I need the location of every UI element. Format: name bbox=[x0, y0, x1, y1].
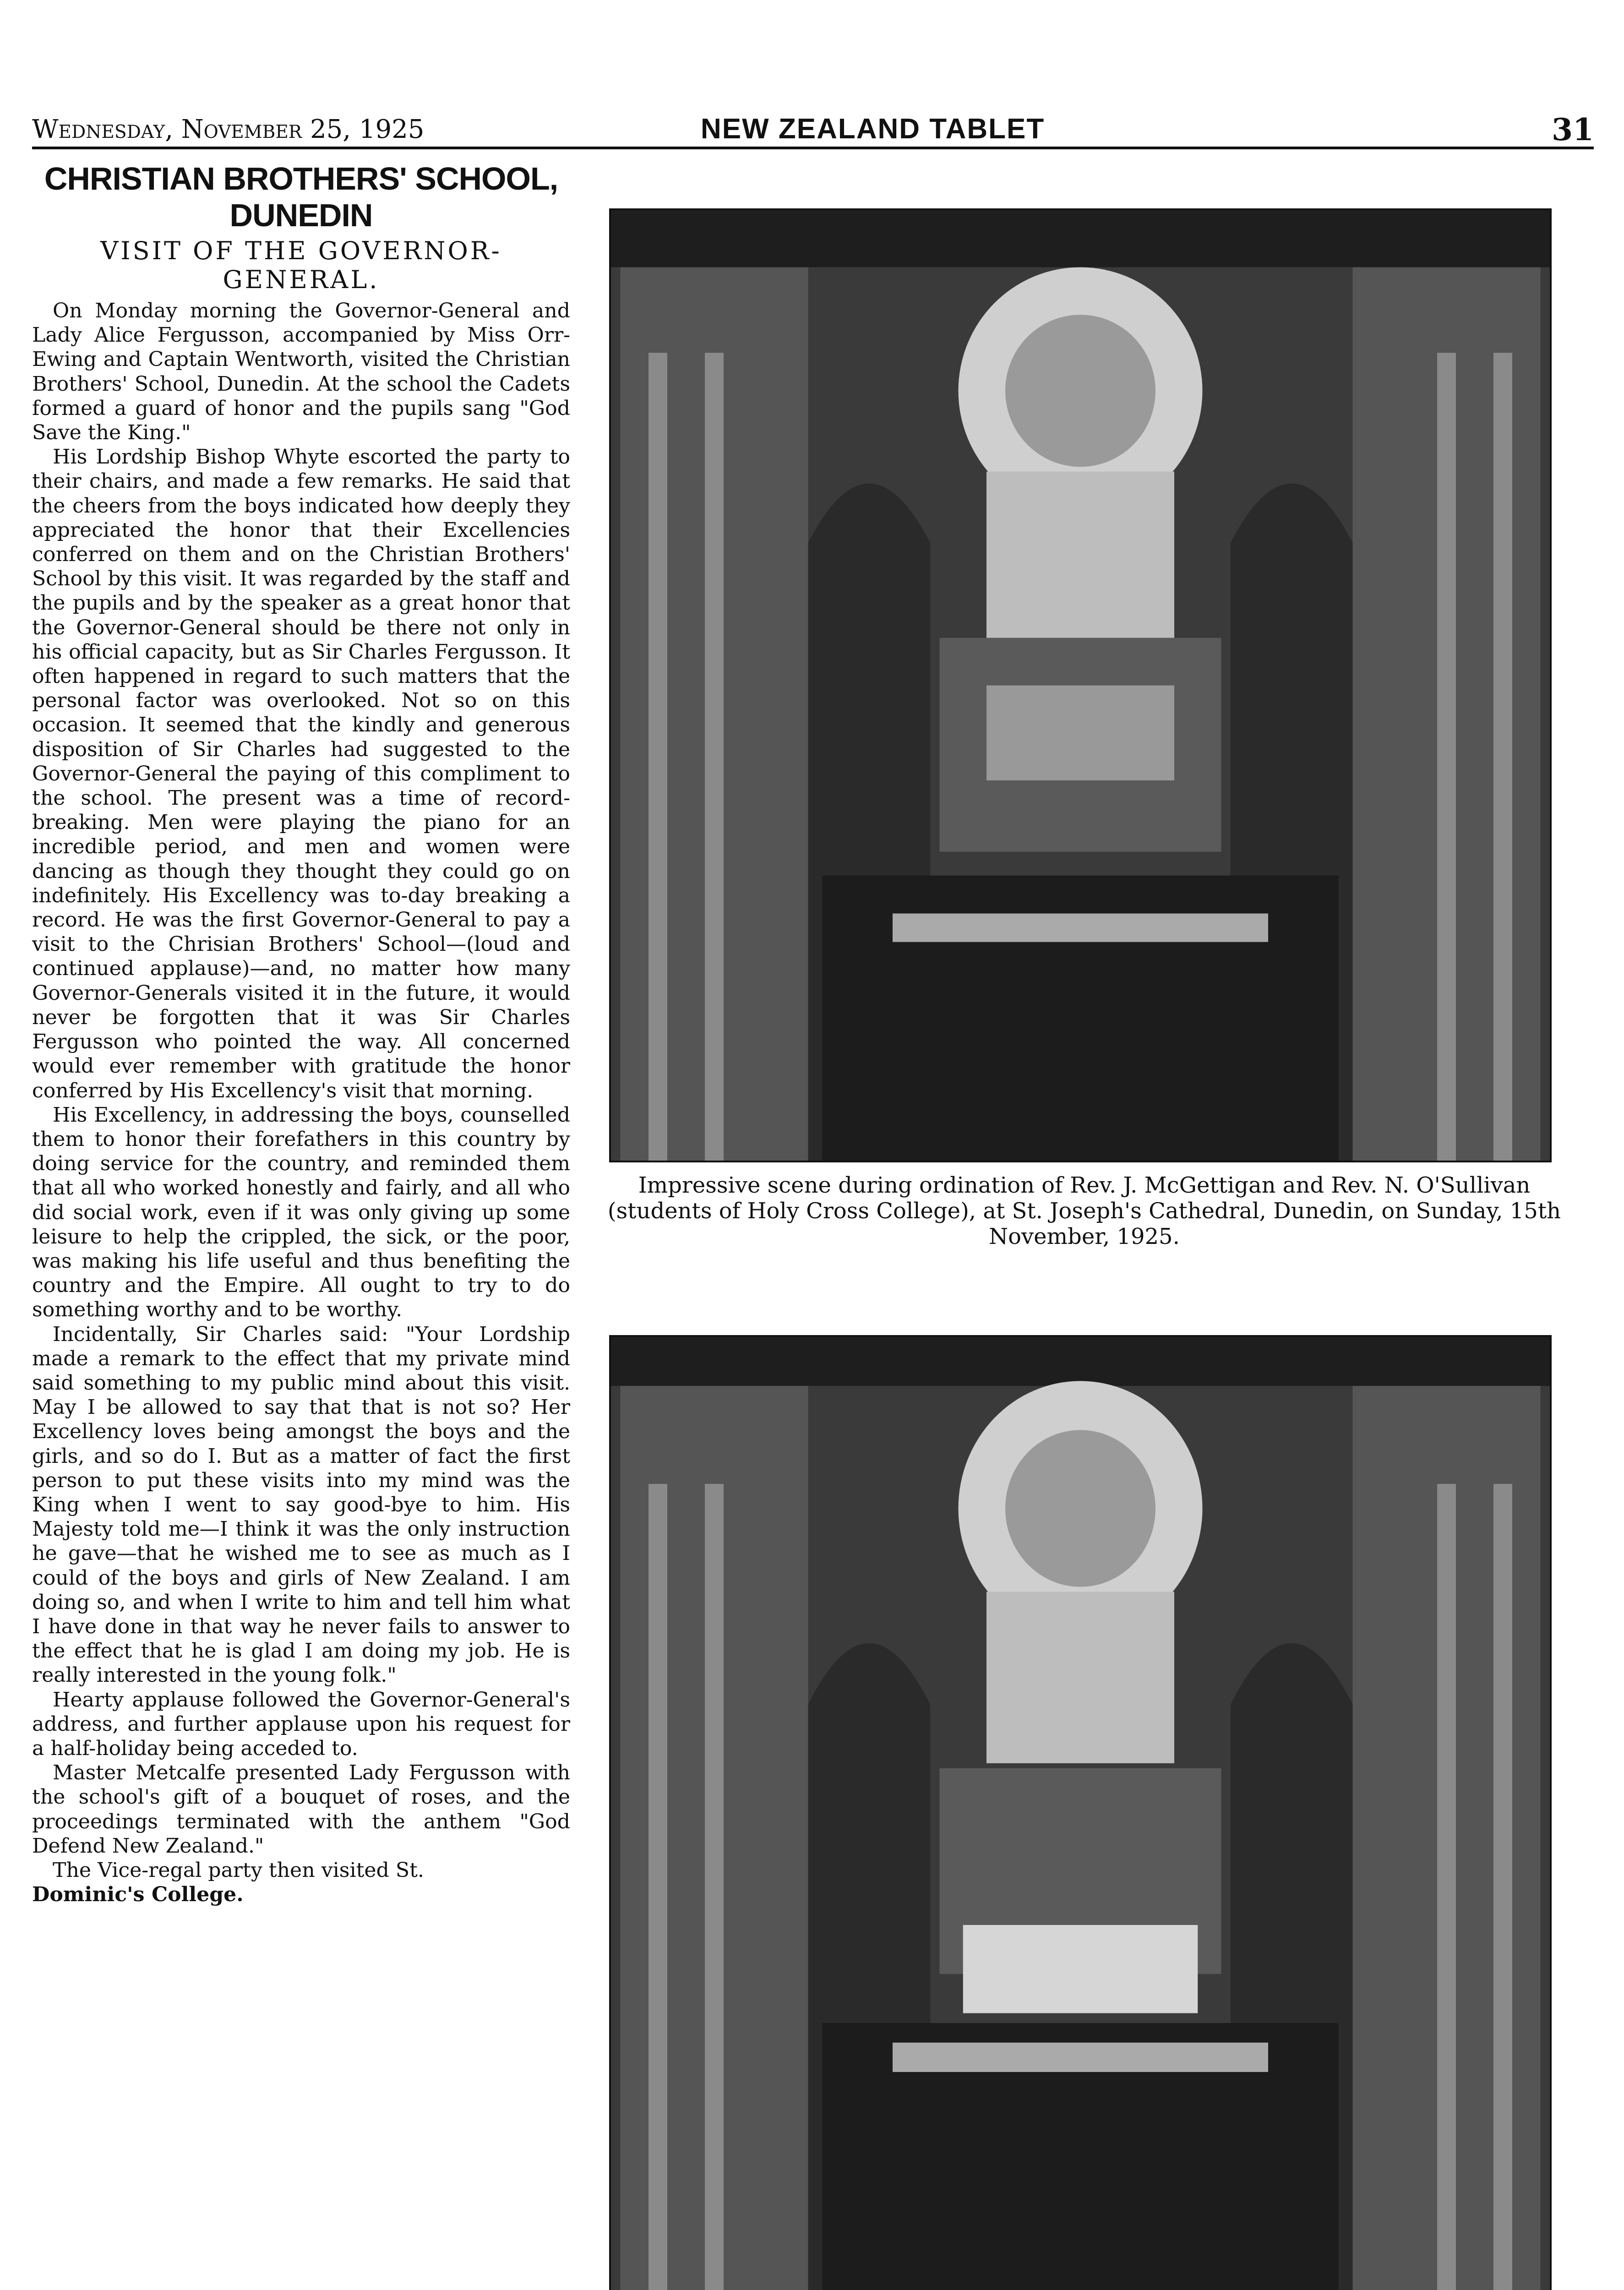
article-paragraph: Master Metcalfe presented Lady Fergusson with the school's gift of a bouquet of roses, and the proceedings terminated with the anthem "God Defend New Zealand." bbox=[32, 1761, 570, 1858]
article-column bbox=[32, 160, 570, 1907]
publication-title: NEW ZEALAND TABLET bbox=[701, 113, 1045, 145]
article-body bbox=[32, 299, 570, 1907]
article-paragraph: His Lordship Bishop Whyte escorted the party to their chairs, and made a few remarks. He said that the cheers from the boys indicated how deeply they appreciated the honor that their Excellencies conferred on them and on the Christian Brothers' School by this visit. It was regarded by the staff and the pupils and by the speaker as a great honor that the Governor-General should be there not only in his official capacity, but as Sir Charles Fergusson. It often happened in regard to such matters that the personal factor was overlooked. Not so on this occasion. It seemed that the kindly and generous disposition of Sir Charles had suggested to the Governor-General the paying of this compliment to the school. The present was a time of record-breaking. Men were playing the piano for an incredible period, and men and women were dancing as though they thought they could go on indefinitely. His Excellency was to-day breaking a record. He was the first Governor-General to pay a visit to the Chrisian Brothers' School—(loud and continued applause)—and, no matter how many Governor-Generals visited it in the future, it would never be forgotten that it was Sir Charles Fergusson who pointed the way. All concerned would ever remember with gratitude the honor conferred by His Excellency's visit that morning. bbox=[32, 445, 570, 1102]
article-paragraph: His Excellency, in addressing the boys, counselled them to honor their forefathers in this country by doing service for the country, and reminded them that all who worked honestly and fairly, and all who did social work, even if it was only giving up some leisure to help the crippled, the sick, or the poor, was making his life useful and thus benefiting the country and the Empire. All ought to try to do something worthy and to be worthy. bbox=[32, 1103, 570, 1322]
article-headline: CHRISTIAN BROTHERS' SCHOOL, DUNEDIN bbox=[44, 161, 558, 233]
article-paragraph: Hearty applause followed the Governor-General's address, and further applause upon his request for a half-holiday being acceded to. bbox=[32, 1688, 570, 1760]
issue-date: Wednesday, November 25, 1925 bbox=[32, 114, 425, 144]
cathedral-photo-prostration bbox=[609, 1335, 1552, 2290]
article-paragraph: The Vice-regal party then visited St. bbox=[53, 1859, 424, 1882]
article-signoff: Dominic's College. bbox=[32, 1882, 244, 1907]
article-paragraph: On Monday morning the Governor-General and Lady Alice Fergusson, accompanied by Miss Orr-Ewing and Captain Wentworth, visited the Christian Brothers' School, Dunedin. At the school the Cadets formed a guard of honor and the pupils sang "God Save the King." bbox=[32, 299, 570, 445]
page-header bbox=[32, 110, 1594, 149]
cathedral-interior-image bbox=[611, 1337, 1550, 2290]
article-paragraph: Incidentally, Sir Charles said: "Your Lordship made a remark to the effect that my private mind said something to my public mind about this visit. May I be allowed to say that that is not so? Her Excellency loves being amongst the boys and the girls, and so do I. But as a matter of fact the first person to put these visits into my mind was the King when I went to say good-bye to him. His Majesty told me—I think it was the only instruction he gave—that he wished me to see as much as I could of the boys and girls of New Zealand. I am doing so, and when I write to him and tell him what I have done in that way he never fails to answer to the effect that he is glad I am doing my job. He is really interested in the young folk." bbox=[32, 1322, 570, 1687]
article-subheadline: VISIT OF THE GOVERNOR-GENERAL. bbox=[100, 236, 502, 294]
cathedral-photo-ordination bbox=[609, 208, 1552, 1162]
cathedral-interior-image bbox=[611, 210, 1550, 1161]
photo-caption-ordination: Impressive scene during ordination of Rev. J. McGettigan and Rev. N. O'Sullivan (students of Holy Cross College), at St. Joseph's Cathedral, Dunedin, on Sunday, 15th November, 1925. bbox=[607, 1172, 1561, 1249]
page-number: 31 bbox=[1552, 112, 1594, 147]
